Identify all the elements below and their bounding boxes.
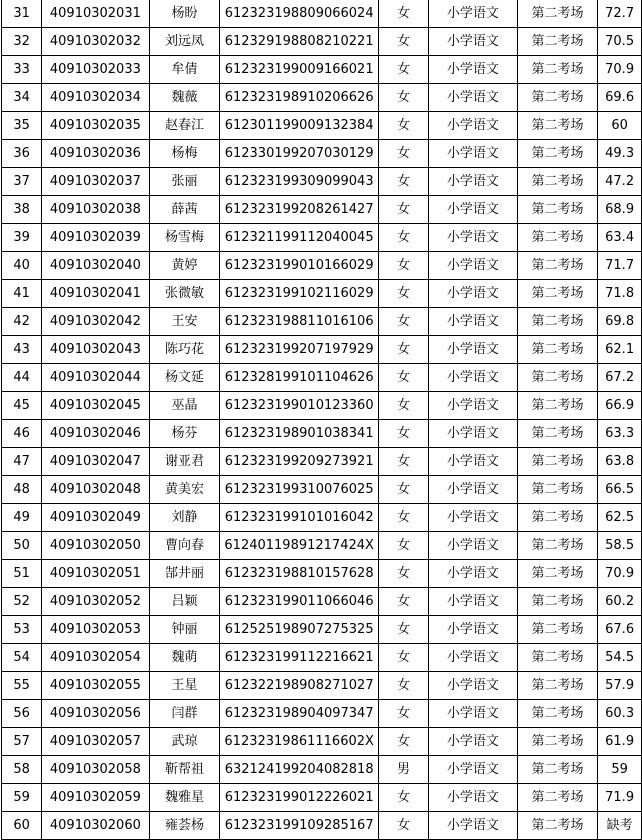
candidate-name-cell: 魏萌 xyxy=(149,644,220,672)
row-number-cell: 56 xyxy=(2,700,42,728)
score-cell: 63.4 xyxy=(598,224,642,252)
row-number-cell: 48 xyxy=(2,476,42,504)
candidate-name-cell: 牟倩 xyxy=(149,56,220,84)
subject-cell: 小学语文 xyxy=(428,784,517,812)
table-row xyxy=(2,56,642,84)
row-number-cell: 42 xyxy=(2,308,42,336)
subject-cell: 小学语文 xyxy=(428,588,517,616)
gender-cell: 女 xyxy=(378,560,428,588)
candidate-name-cell: 靳帮祖 xyxy=(149,756,220,784)
candidate-name-cell: 吕颖 xyxy=(149,588,220,616)
gender-cell: 女 xyxy=(378,140,428,168)
candidate-name-cell: 闫群 xyxy=(149,700,220,728)
exam-room-cell: 第二考场 xyxy=(517,252,597,280)
row-number-cell: 49 xyxy=(2,504,42,532)
row-number-cell: 31 xyxy=(2,0,42,28)
table-row xyxy=(2,756,642,784)
subject-cell: 小学语文 xyxy=(428,224,517,252)
ticket-number-cell: 40910302053 xyxy=(42,616,149,644)
ticket-number-cell: 40910302045 xyxy=(42,392,149,420)
table-row xyxy=(2,560,642,588)
exam-room-cell: 第二考场 xyxy=(517,112,597,140)
subject-cell: 小学语文 xyxy=(428,252,517,280)
ticket-number-cell: 40910302048 xyxy=(42,476,149,504)
id-number-cell: 612323199310076025 xyxy=(220,476,379,504)
gender-cell: 女 xyxy=(378,476,428,504)
ticket-number-cell: 40910302056 xyxy=(42,700,149,728)
row-number-cell: 58 xyxy=(2,756,42,784)
id-number-cell: 612328199101104626 xyxy=(220,364,379,392)
row-number-cell: 57 xyxy=(2,728,42,756)
score-cell: 60.2 xyxy=(598,588,642,616)
candidate-name-cell: 魏雅星 xyxy=(149,784,220,812)
row-number-cell: 54 xyxy=(2,644,42,672)
score-cell: 70.5 xyxy=(598,28,642,56)
score-cell: 67.2 xyxy=(598,364,642,392)
subject-cell: 小学语文 xyxy=(428,616,517,644)
ticket-number-cell: 40910302060 xyxy=(42,812,149,840)
table-row xyxy=(2,28,642,56)
ticket-number-cell: 40910302058 xyxy=(42,756,149,784)
gender-cell: 男 xyxy=(378,756,428,784)
gender-cell: 女 xyxy=(378,812,428,840)
id-number-cell: 612323198809066024 xyxy=(220,0,379,28)
subject-cell: 小学语文 xyxy=(428,700,517,728)
gender-cell: 女 xyxy=(378,252,428,280)
score-cell: 57.9 xyxy=(598,672,642,700)
ticket-number-cell: 40910302052 xyxy=(42,588,149,616)
row-number-cell: 46 xyxy=(2,420,42,448)
score-cell: 58.5 xyxy=(598,532,642,560)
subject-cell: 小学语文 xyxy=(428,448,517,476)
exam-room-cell: 第二考场 xyxy=(517,336,597,364)
table-row xyxy=(2,504,642,532)
candidate-name-cell: 赵春江 xyxy=(149,112,220,140)
exam-room-cell: 第二考场 xyxy=(517,560,597,588)
exam-room-cell: 第二考场 xyxy=(517,392,597,420)
score-cell: 66.9 xyxy=(598,392,642,420)
gender-cell: 女 xyxy=(378,196,428,224)
row-number-cell: 53 xyxy=(2,616,42,644)
candidate-name-cell: 王安 xyxy=(149,308,220,336)
row-number-cell: 51 xyxy=(2,560,42,588)
candidate-name-cell: 杨文延 xyxy=(149,364,220,392)
subject-cell: 小学语文 xyxy=(428,476,517,504)
gender-cell: 女 xyxy=(378,112,428,140)
ticket-number-cell: 40910302034 xyxy=(42,84,149,112)
table-row xyxy=(2,588,642,616)
table-row xyxy=(2,644,642,672)
candidate-name-cell: 薛茜 xyxy=(149,196,220,224)
score-cell: 63.3 xyxy=(598,420,642,448)
row-number-cell: 50 xyxy=(2,532,42,560)
id-number-cell: 612323198810157628 xyxy=(220,560,379,588)
subject-cell: 小学语文 xyxy=(428,756,517,784)
exam-room-cell: 第二考场 xyxy=(517,0,597,28)
row-number-cell: 55 xyxy=(2,672,42,700)
score-cell: 72.7 xyxy=(598,0,642,28)
row-number-cell: 37 xyxy=(2,168,42,196)
ticket-number-cell: 40910302059 xyxy=(42,784,149,812)
score-cell: 69.8 xyxy=(598,308,642,336)
id-number-cell: 61240119891217424X xyxy=(220,532,379,560)
exam-room-cell: 第二考场 xyxy=(517,308,597,336)
candidate-name-cell: 杨梅 xyxy=(149,140,220,168)
row-number-cell: 32 xyxy=(2,28,42,56)
gender-cell: 女 xyxy=(378,84,428,112)
ticket-number-cell: 40910302038 xyxy=(42,196,149,224)
score-cell: 60.3 xyxy=(598,700,642,728)
ticket-number-cell: 40910302041 xyxy=(42,280,149,308)
subject-cell: 小学语文 xyxy=(428,420,517,448)
exam-room-cell: 第二考场 xyxy=(517,28,597,56)
gender-cell: 女 xyxy=(378,588,428,616)
ticket-number-cell: 40910302033 xyxy=(42,56,149,84)
row-number-cell: 38 xyxy=(2,196,42,224)
ticket-number-cell: 40910302037 xyxy=(42,168,149,196)
id-number-cell: 612323199208261427 xyxy=(220,196,379,224)
id-number-cell: 612323199309099043 xyxy=(220,168,379,196)
score-cell: 66.5 xyxy=(598,476,642,504)
ticket-number-cell: 40910302036 xyxy=(42,140,149,168)
exam-room-cell: 第二考场 xyxy=(517,56,597,84)
exam-room-cell: 第二考场 xyxy=(517,700,597,728)
table-row xyxy=(2,364,642,392)
table-row xyxy=(2,140,642,168)
exam-room-cell: 第二考场 xyxy=(517,532,597,560)
ticket-number-cell: 40910302039 xyxy=(42,224,149,252)
id-number-cell: 612323198910206626 xyxy=(220,84,379,112)
row-number-cell: 59 xyxy=(2,784,42,812)
id-number-cell: 612323199012226021 xyxy=(220,784,379,812)
gender-cell: 女 xyxy=(378,448,428,476)
row-number-cell: 36 xyxy=(2,140,42,168)
id-number-cell: 612323198901038341 xyxy=(220,420,379,448)
exam-room-cell: 第二考场 xyxy=(517,448,597,476)
ticket-number-cell: 40910302049 xyxy=(42,504,149,532)
subject-cell: 小学语文 xyxy=(428,532,517,560)
id-number-cell: 612323198811016106 xyxy=(220,308,379,336)
row-number-cell: 41 xyxy=(2,280,42,308)
table-row xyxy=(2,280,642,308)
exam-room-cell: 第二考场 xyxy=(517,224,597,252)
exam-room-cell: 第二考场 xyxy=(517,728,597,756)
gender-cell: 女 xyxy=(378,700,428,728)
subject-cell: 小学语文 xyxy=(428,308,517,336)
subject-cell: 小学语文 xyxy=(428,392,517,420)
subject-cell: 小学语文 xyxy=(428,56,517,84)
score-table xyxy=(1,0,642,840)
score-cell: 69.6 xyxy=(598,84,642,112)
score-cell: 67.6 xyxy=(598,616,642,644)
score-cell: 47.2 xyxy=(598,168,642,196)
exam-room-cell: 第二考场 xyxy=(517,280,597,308)
gender-cell: 女 xyxy=(378,336,428,364)
subject-cell: 小学语文 xyxy=(428,812,517,840)
table-row xyxy=(2,812,642,840)
gender-cell: 女 xyxy=(378,420,428,448)
exam-room-cell: 第二考场 xyxy=(517,644,597,672)
table-row xyxy=(2,336,642,364)
id-number-cell: 612323199102116029 xyxy=(220,280,379,308)
candidate-name-cell: 杨盼 xyxy=(149,0,220,28)
exam-room-cell: 第二考场 xyxy=(517,672,597,700)
candidate-name-cell: 巫晶 xyxy=(149,392,220,420)
row-number-cell: 33 xyxy=(2,56,42,84)
score-cell: 49.3 xyxy=(598,140,642,168)
exam-room-cell: 第二考场 xyxy=(517,812,597,840)
candidate-name-cell: 张微敏 xyxy=(149,280,220,308)
score-cell: 70.9 xyxy=(598,56,642,84)
candidate-name-cell: 曹向春 xyxy=(149,532,220,560)
ticket-number-cell: 40910302054 xyxy=(42,644,149,672)
table-row xyxy=(2,448,642,476)
row-number-cell: 35 xyxy=(2,112,42,140)
candidate-name-cell: 黄婷 xyxy=(149,252,220,280)
score-cell: 62.5 xyxy=(598,504,642,532)
id-number-cell: 612301199009132384 xyxy=(220,112,379,140)
table-row xyxy=(2,532,642,560)
gender-cell: 女 xyxy=(378,0,428,28)
candidate-name-cell: 杨芬 xyxy=(149,420,220,448)
gender-cell: 女 xyxy=(378,28,428,56)
gender-cell: 女 xyxy=(378,392,428,420)
candidate-name-cell: 刘远凤 xyxy=(149,28,220,56)
ticket-number-cell: 40910302044 xyxy=(42,364,149,392)
candidate-name-cell: 张丽 xyxy=(149,168,220,196)
score-cell: 70.9 xyxy=(598,560,642,588)
exam-room-cell: 第二考场 xyxy=(517,476,597,504)
gender-cell: 女 xyxy=(378,504,428,532)
table-row xyxy=(2,0,642,28)
table-row xyxy=(2,196,642,224)
gender-cell: 女 xyxy=(378,532,428,560)
ticket-number-cell: 40910302032 xyxy=(42,28,149,56)
table-row xyxy=(2,420,642,448)
exam-room-cell: 第二考场 xyxy=(517,140,597,168)
id-number-cell: 61232319861116602X xyxy=(220,728,379,756)
row-number-cell: 39 xyxy=(2,224,42,252)
id-number-cell: 612323199010123360 xyxy=(220,392,379,420)
ticket-number-cell: 40910302035 xyxy=(42,112,149,140)
id-number-cell: 612323199209273921 xyxy=(220,448,379,476)
row-number-cell: 52 xyxy=(2,588,42,616)
score-cell: 63.8 xyxy=(598,448,642,476)
candidate-name-cell: 武琼 xyxy=(149,728,220,756)
subject-cell: 小学语文 xyxy=(428,728,517,756)
exam-room-cell: 第二考场 xyxy=(517,84,597,112)
candidate-name-cell: 黄美宏 xyxy=(149,476,220,504)
candidate-name-cell: 谢亚君 xyxy=(149,448,220,476)
row-number-cell: 44 xyxy=(2,364,42,392)
table-row xyxy=(2,672,642,700)
id-number-cell: 612329198808210221 xyxy=(220,28,379,56)
subject-cell: 小学语文 xyxy=(428,644,517,672)
candidate-name-cell: 魏薇 xyxy=(149,84,220,112)
id-number-cell: 612330199207030129 xyxy=(220,140,379,168)
gender-cell: 女 xyxy=(378,728,428,756)
exam-room-cell: 第二考场 xyxy=(517,196,597,224)
subject-cell: 小学语文 xyxy=(428,336,517,364)
id-number-cell: 612323199109285167 xyxy=(220,812,379,840)
exam-room-cell: 第二考场 xyxy=(517,168,597,196)
table-row xyxy=(2,616,642,644)
gender-cell: 女 xyxy=(378,616,428,644)
table-row xyxy=(2,84,642,112)
table-row xyxy=(2,252,642,280)
table-row xyxy=(2,476,642,504)
table-row xyxy=(2,168,642,196)
id-number-cell: 612323199010166029 xyxy=(220,252,379,280)
candidate-name-cell: 王星 xyxy=(149,672,220,700)
subject-cell: 小学语文 xyxy=(428,112,517,140)
row-number-cell: 40 xyxy=(2,252,42,280)
ticket-number-cell: 40910302042 xyxy=(42,308,149,336)
row-number-cell: 34 xyxy=(2,84,42,112)
row-number-cell: 47 xyxy=(2,448,42,476)
score-cell: 61.9 xyxy=(598,728,642,756)
gender-cell: 女 xyxy=(378,56,428,84)
id-number-cell: 632124199204082818 xyxy=(220,756,379,784)
id-number-cell: 612323199009166021 xyxy=(220,56,379,84)
score-cell: 71.7 xyxy=(598,252,642,280)
candidate-name-cell: 陈巧花 xyxy=(149,336,220,364)
id-number-cell: 612323199112216621 xyxy=(220,644,379,672)
score-cell: 60 xyxy=(598,112,642,140)
subject-cell: 小学语文 xyxy=(428,84,517,112)
exam-room-cell: 第二考场 xyxy=(517,616,597,644)
ticket-number-cell: 40910302046 xyxy=(42,420,149,448)
ticket-number-cell: 40910302047 xyxy=(42,448,149,476)
id-number-cell: 612525198907275325 xyxy=(220,616,379,644)
id-number-cell: 612323199101016042 xyxy=(220,504,379,532)
score-cell: 54.5 xyxy=(598,644,642,672)
row-number-cell: 43 xyxy=(2,336,42,364)
exam-room-cell: 第二考场 xyxy=(517,588,597,616)
ticket-number-cell: 40910302057 xyxy=(42,728,149,756)
gender-cell: 女 xyxy=(378,308,428,336)
id-number-cell: 612323198904097347 xyxy=(220,700,379,728)
id-number-cell: 612322198908271027 xyxy=(220,672,379,700)
row-number-cell: 60 xyxy=(2,812,42,840)
subject-cell: 小学语文 xyxy=(428,196,517,224)
ticket-number-cell: 40910302055 xyxy=(42,672,149,700)
candidate-name-cell: 郜井丽 xyxy=(149,560,220,588)
subject-cell: 小学语文 xyxy=(428,504,517,532)
candidate-name-cell: 雍荟杨 xyxy=(149,812,220,840)
exam-room-cell: 第二考场 xyxy=(517,756,597,784)
id-number-cell: 612323199011066046 xyxy=(220,588,379,616)
exam-room-cell: 第二考场 xyxy=(517,364,597,392)
table-row xyxy=(2,112,642,140)
score-cell: 71.9 xyxy=(598,784,642,812)
table-body xyxy=(2,0,642,840)
score-cell: 62.1 xyxy=(598,336,642,364)
score-cell: 71.8 xyxy=(598,280,642,308)
exam-room-cell: 第二考场 xyxy=(517,504,597,532)
table-row xyxy=(2,784,642,812)
gender-cell: 女 xyxy=(378,224,428,252)
score-cell: 缺考 xyxy=(598,812,642,840)
subject-cell: 小学语文 xyxy=(428,140,517,168)
subject-cell: 小学语文 xyxy=(428,28,517,56)
score-cell: 68.9 xyxy=(598,196,642,224)
subject-cell: 小学语文 xyxy=(428,280,517,308)
subject-cell: 小学语文 xyxy=(428,560,517,588)
candidate-name-cell: 刘静 xyxy=(149,504,220,532)
gender-cell: 女 xyxy=(378,280,428,308)
table-row xyxy=(2,392,642,420)
gender-cell: 女 xyxy=(378,644,428,672)
subject-cell: 小学语文 xyxy=(428,672,517,700)
exam-room-cell: 第二考场 xyxy=(517,420,597,448)
gender-cell: 女 xyxy=(378,364,428,392)
subject-cell: 小学语文 xyxy=(428,0,517,28)
ticket-number-cell: 40910302043 xyxy=(42,336,149,364)
score-cell: 59 xyxy=(598,756,642,784)
gender-cell: 女 xyxy=(378,672,428,700)
id-number-cell: 612321199112040045 xyxy=(220,224,379,252)
table-row xyxy=(2,224,642,252)
row-number-cell: 45 xyxy=(2,392,42,420)
subject-cell: 小学语文 xyxy=(428,364,517,392)
subject-cell: 小学语文 xyxy=(428,168,517,196)
table-row xyxy=(2,308,642,336)
gender-cell: 女 xyxy=(378,168,428,196)
candidate-name-cell: 杨雪梅 xyxy=(149,224,220,252)
ticket-number-cell: 40910302051 xyxy=(42,560,149,588)
ticket-number-cell: 40910302050 xyxy=(42,532,149,560)
gender-cell: 女 xyxy=(378,784,428,812)
ticket-number-cell: 40910302040 xyxy=(42,252,149,280)
table-row xyxy=(2,728,642,756)
id-number-cell: 612323199207197929 xyxy=(220,336,379,364)
ticket-number-cell: 40910302031 xyxy=(42,0,149,28)
table-row xyxy=(2,700,642,728)
candidate-name-cell: 钟丽 xyxy=(149,616,220,644)
exam-room-cell: 第二考场 xyxy=(517,784,597,812)
